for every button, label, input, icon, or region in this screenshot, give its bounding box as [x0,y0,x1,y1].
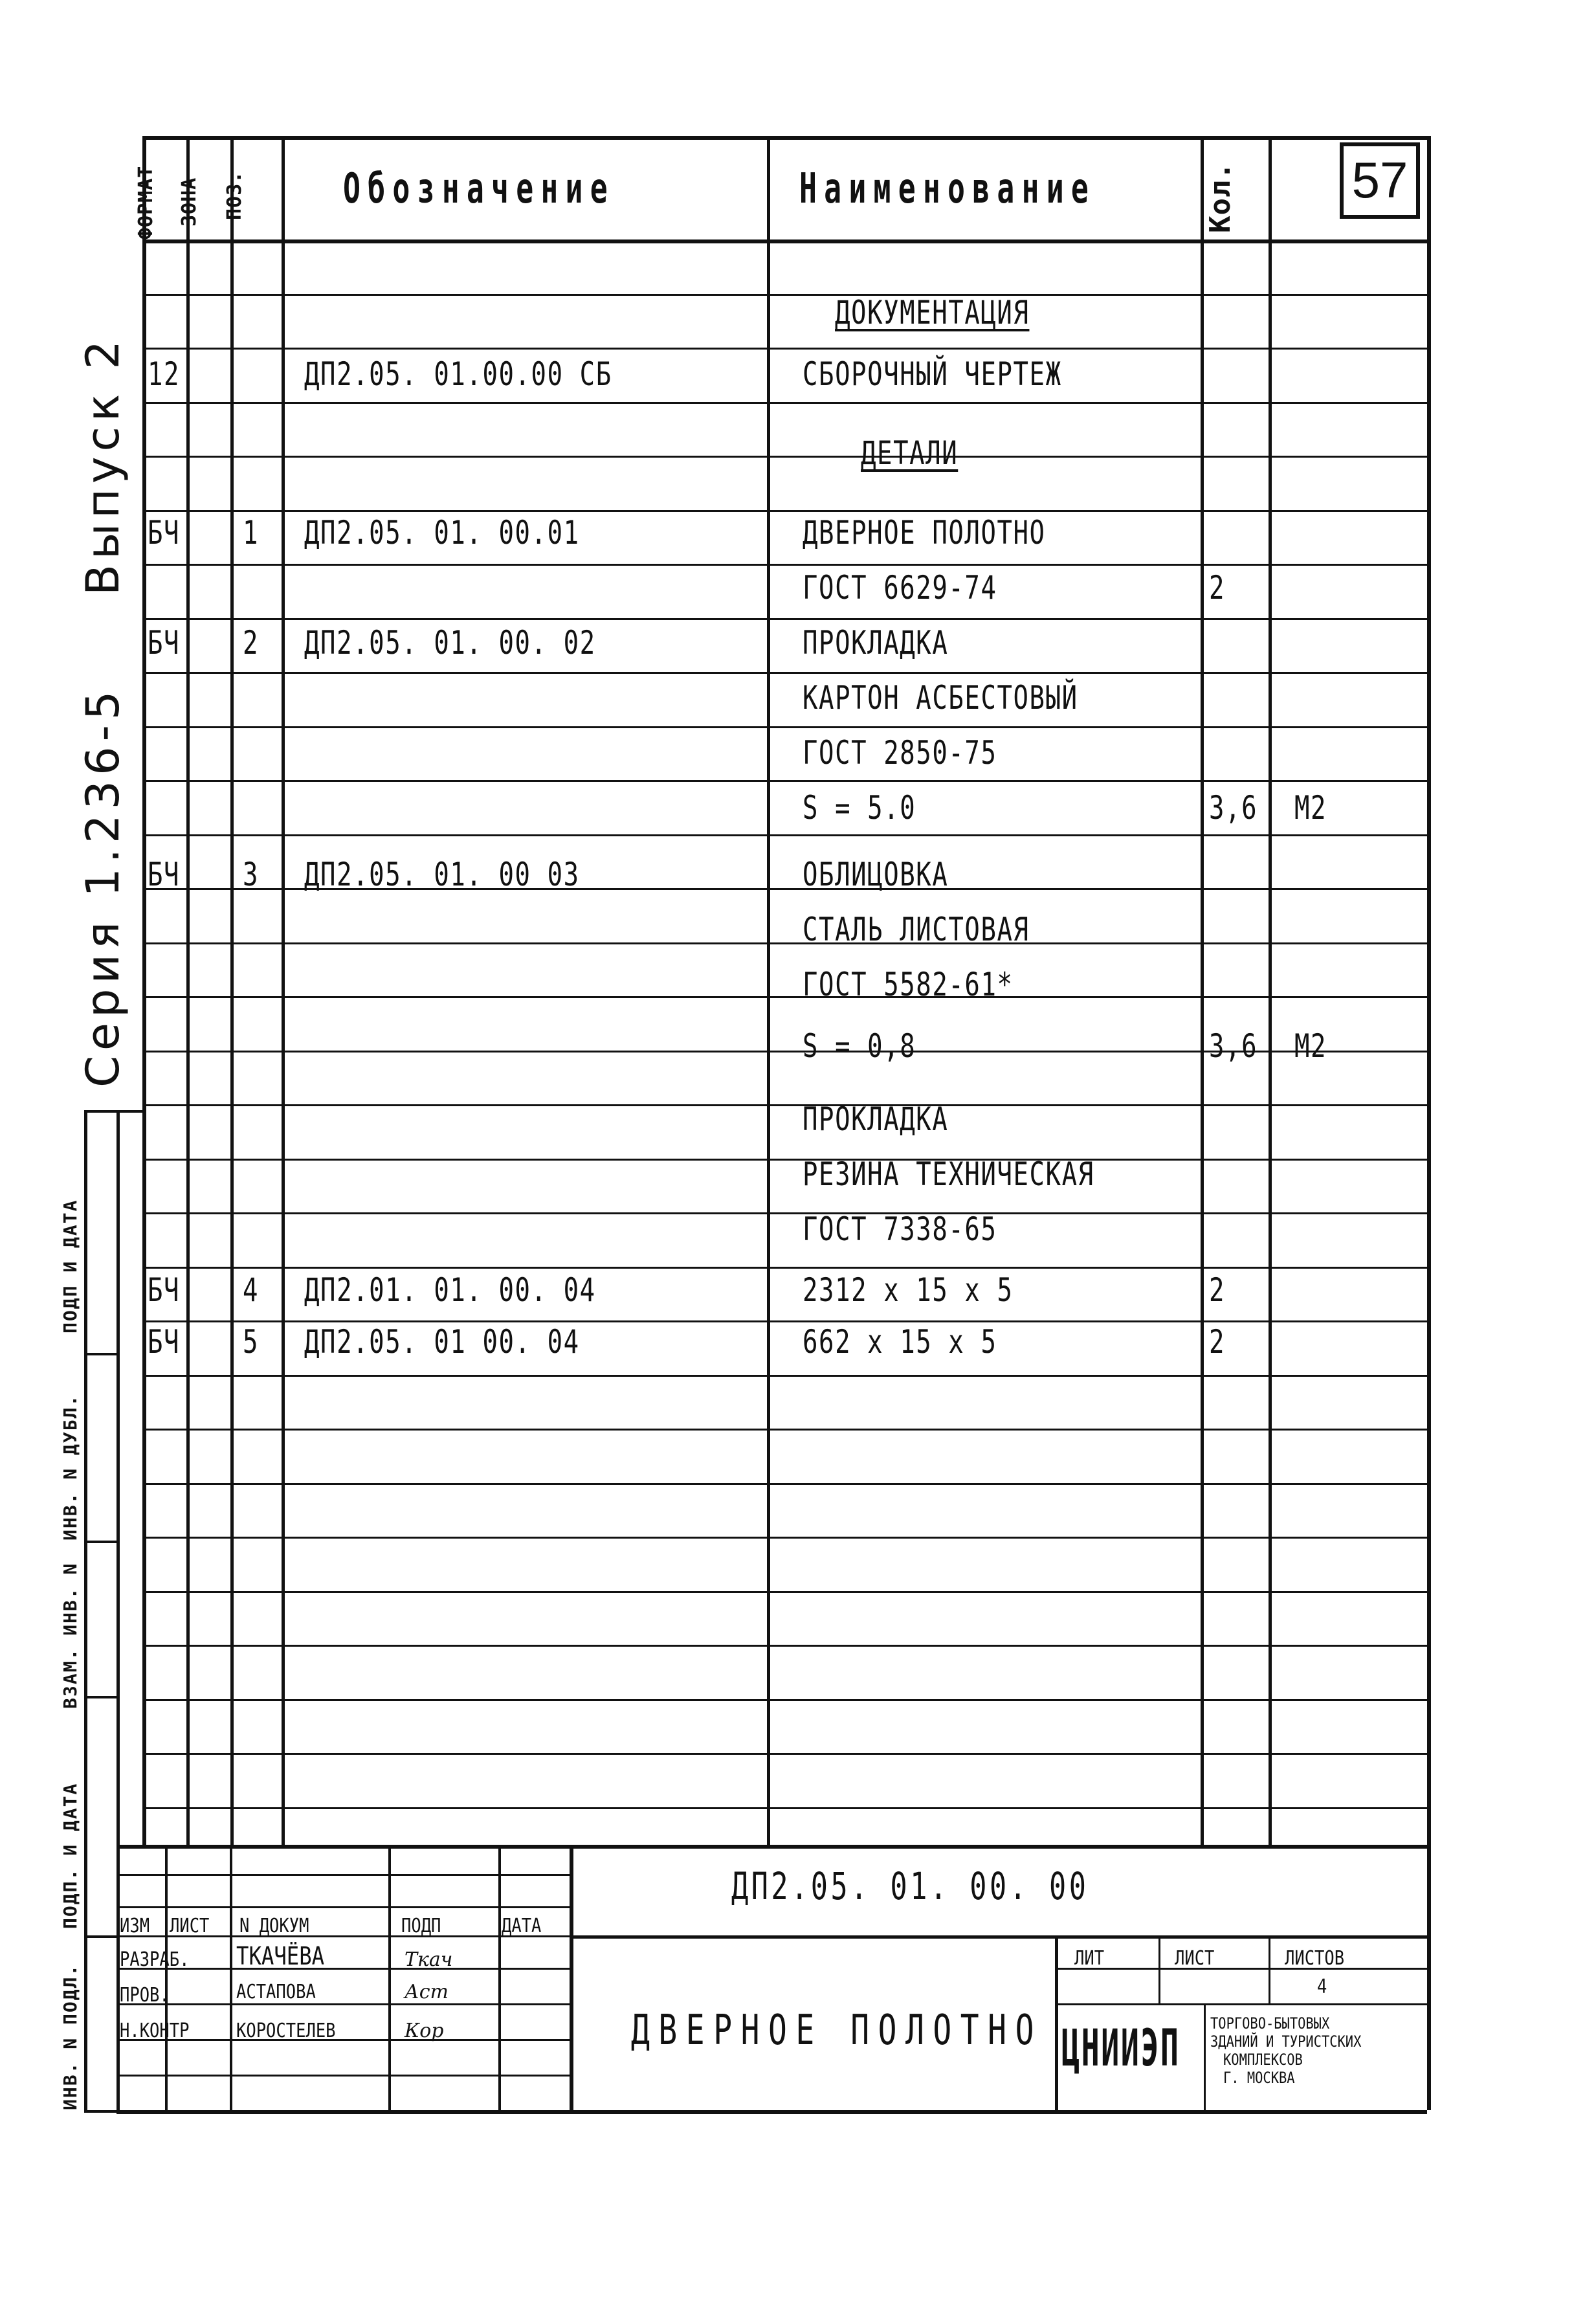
grid-hline [116,1874,570,1876]
grid-vline [230,136,234,1845]
grid-hline [142,1320,1427,1322]
grid-vline [1201,136,1204,1845]
name-developer: ТКАЧЁВА [236,1942,325,1970]
grid-vline [282,136,285,1845]
stamp-label-dup-inv: ИНВ. N ДУБЛ. [60,1394,81,1541]
row-format: БЧ [148,1271,181,1309]
grid-vline [767,136,770,1845]
grid-vline [498,1845,501,2110]
stamp-label-sign-date-2: ПОДП. И ДАТА [60,1782,81,1929]
series-label: Серия 1.236-5 [76,685,129,1087]
row-qty: 2 [1209,1323,1226,1361]
org-line-2: ЗДАНИЙ И ТУРИСТСКИХ [1210,2032,1362,2051]
row-position: 4 [243,1271,260,1309]
row-note: М2 [1294,789,1327,827]
grid-hline [142,348,1427,350]
row-position: 1 [243,514,260,551]
institute-logo: ЦНИИЭП [1061,2020,1180,2078]
grid-hline [142,1645,1427,1647]
row-name: ПРОКЛАДКА [803,1100,949,1138]
row-position: 2 [243,624,260,662]
org-line-4: Г. МОСКВА [1223,2069,1295,2087]
grid-hline [142,834,1427,836]
grid-hline [84,1935,116,1938]
grid-hline [142,726,1427,728]
grid-hline [142,1104,1427,1106]
grid-hline [142,618,1427,620]
grid-vline [1269,1935,1270,2003]
name-checker: АСТАПОВА [236,1981,316,2003]
row-name: СТАЛЬ ЛИСТОВАЯ [803,911,1030,948]
row-format: БЧ [148,856,181,893]
grid-hline [142,1753,1427,1755]
grid-vline [1427,136,1431,2110]
grid-vline [388,1845,391,2110]
grid-hline [142,510,1427,512]
grid-hline [142,1212,1427,1214]
grid-hline [142,780,1427,782]
row-name: 662 х 15 х 5 [803,1323,997,1361]
col-label-izm: ИЗМ [120,1915,150,1937]
role-checker: ПРОВ. [120,1984,170,2007]
sheets-label: ЛИСТОВ [1285,1947,1345,1970]
grid-hline [1055,1968,1427,1970]
grid-hline [142,294,1427,296]
row-designation: ДП2.05. 01. 00 03 [304,856,580,893]
grid-hline [142,1267,1427,1269]
row-name: ГОСТ 7338-65 [803,1210,997,1248]
section-heading: ДЕТАЛИ [861,434,959,472]
row-qty: 3,6 [1209,789,1258,827]
signature-normcontrol: Кор [405,2020,444,2042]
row-name: КАРТОН АСБЕСТОВЫЙ [803,679,1078,717]
grid-hline [116,2110,1427,2114]
grid-hline [142,239,1427,243]
org-line-3: КОМПЛЕКСОВ [1223,2051,1303,2069]
grid-hline [570,1935,1427,1939]
row-designation: ДП2.05. 01. 00.01 [304,514,580,551]
header-name: Наименование [799,165,1096,213]
stamp-label-repl-inv: ВЗАМ. ИНВ. N [60,1562,81,1709]
grid-hline [142,136,1427,140]
grid-vline [570,1845,573,2110]
stamp-label-sign-date: ПОДП И ДАТА [60,1199,81,1333]
grid-hline [142,1807,1427,1809]
col-label-data: ДАТА [502,1915,542,1937]
grid-hline [142,1699,1427,1701]
grid-hline [116,1906,570,1908]
row-format: БЧ [148,624,181,662]
grid-hline [84,2110,116,2113]
grid-hline [142,402,1427,404]
row-name: S = 5.0 [803,789,916,827]
lit-label: ЛИТ [1074,1947,1105,1970]
row-note: М2 [1294,1027,1327,1065]
grid-hline [142,1537,1427,1539]
grid-vline [230,1845,232,2110]
grid-hline [84,1541,116,1543]
col-label-ndoc: N ДОКУМ [239,1915,309,1937]
row-format: БЧ [148,1323,181,1361]
row-name: S = 0,8 [803,1027,916,1065]
row-name: РЕЗИНА ТЕХНИЧЕСКАЯ [803,1155,1094,1193]
header-qty: Кол. [1204,162,1237,233]
row-name: ПРОКЛАДКА [803,624,949,662]
grid-vline [1055,1935,1058,2110]
row-designation: ДП2.05. 01. 00. 02 [304,624,596,662]
grid-vline [165,1845,168,2110]
row-qty: 2 [1209,569,1226,607]
row-name: 2312 х 15 х 5 [803,1271,1014,1309]
grid-hline [116,2075,570,2077]
grid-hline [116,1845,1427,1849]
grid-vline [84,1110,87,2110]
grid-vline [1269,136,1272,1845]
grid-hline [142,1375,1427,1377]
doc-title: ДВЕРНОЕ ПОЛОТНО [631,2007,1043,2054]
row-name: ГОСТ 2850-75 [803,734,997,772]
row-name: ДВЕРНОЕ ПОЛОТНО [803,514,1046,551]
header-zone: ЗОНА [178,177,201,227]
row-designation: ДП2.01. 01. 00. 04 [304,1271,596,1309]
header-format: ФОРМАТ [135,165,157,239]
grid-hline [142,564,1427,566]
row-format: БЧ [148,514,181,551]
col-label-podp: ПОДП [401,1915,441,1937]
row-name: ГОСТ 5582-61* [803,966,1014,1003]
header-pos: ПОЗ. [223,170,246,220]
row-name: СБОРОЧНЫЙ ЧЕРТЕЖ [803,355,1062,393]
doc-code: ДП2.05. 01. 00. 00 [731,1864,1089,1908]
section-heading: ДОКУМЕНТАЦИЯ [835,294,1030,331]
stamp-label-orig-inv: ИНВ. N ПОДЛ. [60,1963,81,2110]
grid-vline [186,136,190,1845]
grid-hline [142,1429,1427,1431]
grid-hline [142,1483,1427,1485]
grid-hline [84,1696,116,1698]
name-normcontrol: КОРОСТЕЛЕВ [236,2020,336,2042]
signature-developer: Ткач [405,1948,453,1971]
sheet-label: ЛИСТ [1175,1947,1215,1970]
issue-label: Выпуск 2 [76,335,129,596]
grid-hline [142,996,1427,998]
row-qty: 3,6 [1209,1027,1258,1065]
grid-hline [142,942,1427,944]
header-designation: Обозначение [343,165,615,213]
page-number: 57 [1340,142,1420,219]
grid-vline [1158,1935,1160,2003]
grid-hline [142,456,1427,458]
role-developer: РАЗРАБ. [120,1948,190,1971]
col-label-list: ЛИСТ [170,1915,210,1937]
row-name: ГОСТ 6629-74 [803,569,997,607]
grid-hline [84,1110,142,1113]
grid-hline [84,1353,116,1355]
row-designation: ДП2.05. 01 00. 04 [304,1323,580,1361]
sheets-value: 4 [1317,1976,1327,1998]
row-position: 5 [243,1323,260,1361]
row-position: 3 [243,856,260,893]
grid-hline [142,672,1427,674]
grid-vline [1204,2003,1206,2110]
org-line-1: ТОРГОВО-БЫТОВЫХ [1210,2014,1330,2032]
grid-hline [142,1591,1427,1593]
grid-hline [1055,2003,1427,2005]
role-normcontrol: Н.КОНТР [120,2020,190,2042]
row-name: ОБЛИЦОВКА [803,856,949,893]
row-format: 12 [148,355,181,393]
grid-hline [142,1159,1427,1161]
signature-checker: Аст [405,1981,449,2003]
grid-hline [116,2003,570,2005]
row-designation: ДП2.05. 01.00.00 СБ [304,355,612,393]
row-qty: 2 [1209,1271,1226,1309]
grid-vline [142,136,146,1845]
grid-vline [116,1845,120,2110]
